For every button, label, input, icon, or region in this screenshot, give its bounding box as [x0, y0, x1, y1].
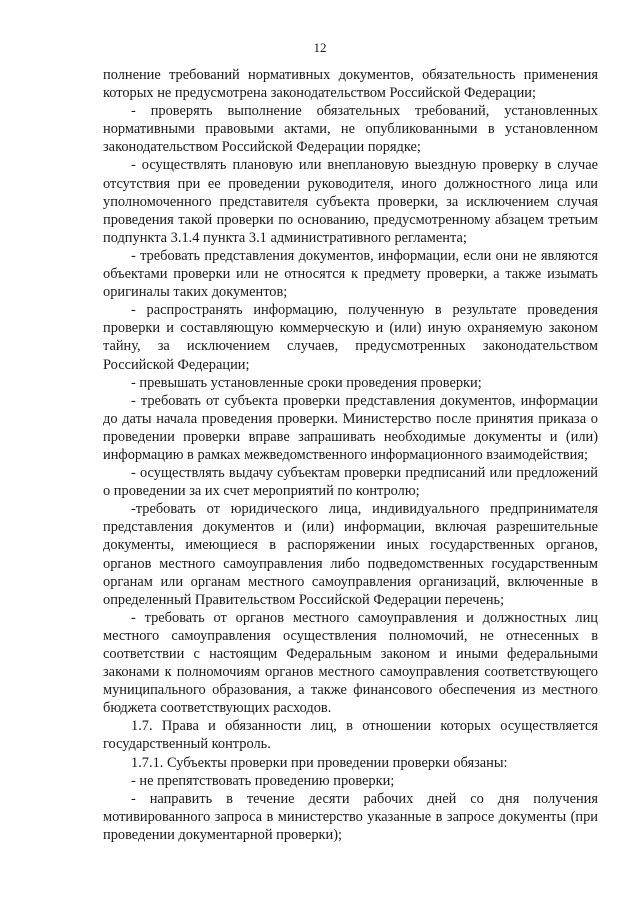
paragraph: - направить в течение десяти рабочих дней со дня получения мотивированного запроса в министерство указанные в запросе документы (при проведении документарной проверки); [103, 790, 598, 843]
paragraph: - превышать установленные сроки проведения проверки; [131, 374, 482, 391]
page-number: 12 [313, 40, 327, 55]
paragraph: - требовать от субъекта проверки представления документов, информации до даты начала проведения проверки. Министерство после принятия приказа о проведении проверки вправе запрашивать необходимые документы и (или) информацию в рамках межведомственного информационного взаимодействия; [103, 392, 598, 463]
paragraph: 1.7.1. Субъекты проверки при проведении проверки обязаны: [131, 754, 508, 771]
paragraph: - проверять выполнение обязательных требований, установленных нормативными правовыми актами, не опубликованными в установленном законодательством Российской Федерации порядке; [103, 103, 598, 156]
paragraph: - требовать от органов местного самоуправления и должностных лиц местного самоуправления осуществления полномочий, не отнесенных в соответствии с настоящим Федеральным законом и иными федеральными законами к полномочиям органов местного самоуправления соответствующего муниципального образования, а также финансового обеспечения из местного бюджета соответствующих расходов. [103, 609, 598, 717]
paragraph: - осуществлять выдачу субъектам проверки предписаний или предложений о проведении за их счет мероприятий по контролю; [103, 465, 598, 500]
paragraph: полнение требований нормативных документов, обязательность применения которых не предусмотрена законодательством Российской Федерации; [103, 67, 598, 102]
paragraph: - осуществлять плановую или внеплановую выездную проверку в случае отсутствия при ее проведении руководителя, иного должностного лица или уполномоченного представителя субъекта проверки, за исключением случая проведения такой проверки по основанию, предусмотренному абзацем третьим подпункта 3.1.4 пункта 3.1 административного регламента; [103, 157, 598, 246]
paragraph: - распространять информацию, полученную в результате проведения проверки и составляющую коммерческую и (или) иную охраняемую законом тайну, за исключением случаев, предусмотренных законодательством Российской Федерации; [103, 302, 598, 373]
paragraph: 1.7. Права и обязанности лиц, в отношении которых осуществляется государственный контроль. [103, 718, 598, 753]
paragraph: - не препятствовать проведению проверки; [131, 772, 395, 789]
paragraph: -требовать от юридического лица, индивидуального предпринимателя представления документов и (или) информации, включая разрешительные документы, имеющиеся в распоряжении иных государственных органов, органов местного самоуправления либо подведомственных государственным органам или органам местного самоуправления организаций, включенные в определенный Правительством Российской Федерации перечень; [103, 501, 598, 608]
paragraph: - требовать представления документов, информации, если они не являются объектами проверки или не относятся к предмету проверки, а также изымать оригиналы таких документов; [103, 247, 598, 301]
document-body [103, 66, 598, 844]
